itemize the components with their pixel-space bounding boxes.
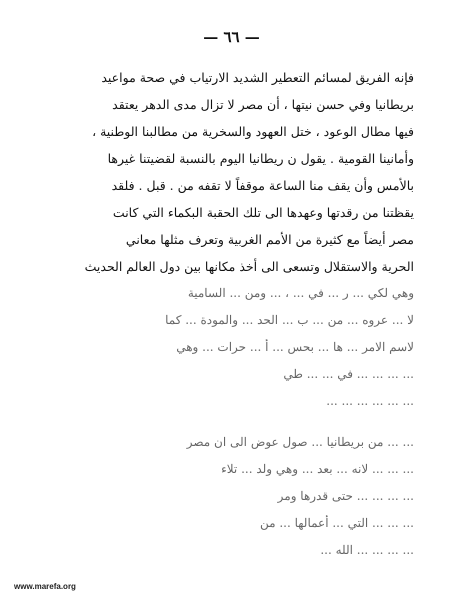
source-watermark: www.marefa.org: [14, 582, 76, 591]
text-line: لا ... عروه ... من ... ب ... الحد ... والمودة ... كما: [165, 313, 414, 327]
text-line: بريطانيا وفي حسن نيتها ، أن مصر لا تزال مدى الدهر يعتقد: [112, 97, 414, 112]
text-line: فإنه الفريق لمسائم التعطير الشديد الارتياب في صحة مواعيد: [101, 70, 414, 85]
text-line: ... ... ... ... الله ...: [320, 543, 414, 557]
text-line: الحرية والاستقلال وتسعى الى أخذ مكانها بين دول العالم الحديث: [84, 259, 414, 274]
text-line: وهي لكي ... ر ... في ... ، ... ومن ... السامية: [187, 286, 414, 300]
text-line: ... ... ... التي ... أعمالها ... من: [259, 516, 414, 530]
text-line: ... ... ... ... ... ...: [326, 394, 414, 408]
document-body: [44, 64, 414, 564]
text-line: بالأمس وأن يقف منا الساعة موقفاً لا تقفه من . قبل . فلقد: [111, 178, 414, 193]
text-line: ... ... ... لانه ... بعد ... وهي ولد ... تلاء: [221, 462, 414, 476]
text-line: ... ... من بريطانيا ... صول عوض الى ان مصر: [186, 435, 414, 449]
text-line: ... ... ... ... في ... ... طي: [283, 367, 414, 381]
text-line: يقظتنا من رقدتها وعهدها الى تلك الحقبة البكماء التي كانت: [112, 205, 414, 220]
page-number: — ٦٦ —: [203, 28, 260, 46]
text-line: وأمانينا القومية . يقول ن ريطانيا اليوم بالنسبة لقضيتنا غيرها: [107, 151, 414, 166]
text-line: ... ... ... ... حتى قدرها ومر: [277, 489, 414, 503]
text-line: مصر أيضاً مع كثيرة من الأمم الغربية وتعرف مثلها معاني: [125, 232, 414, 247]
text-line: لاسم الامر ... ها ... بحس ... أ ... حرات ... وهي: [176, 340, 414, 354]
text-line: فيها مطال الوعود ، ختل العهود والسخرية من مطالبنا الوطنية ،: [92, 124, 414, 139]
